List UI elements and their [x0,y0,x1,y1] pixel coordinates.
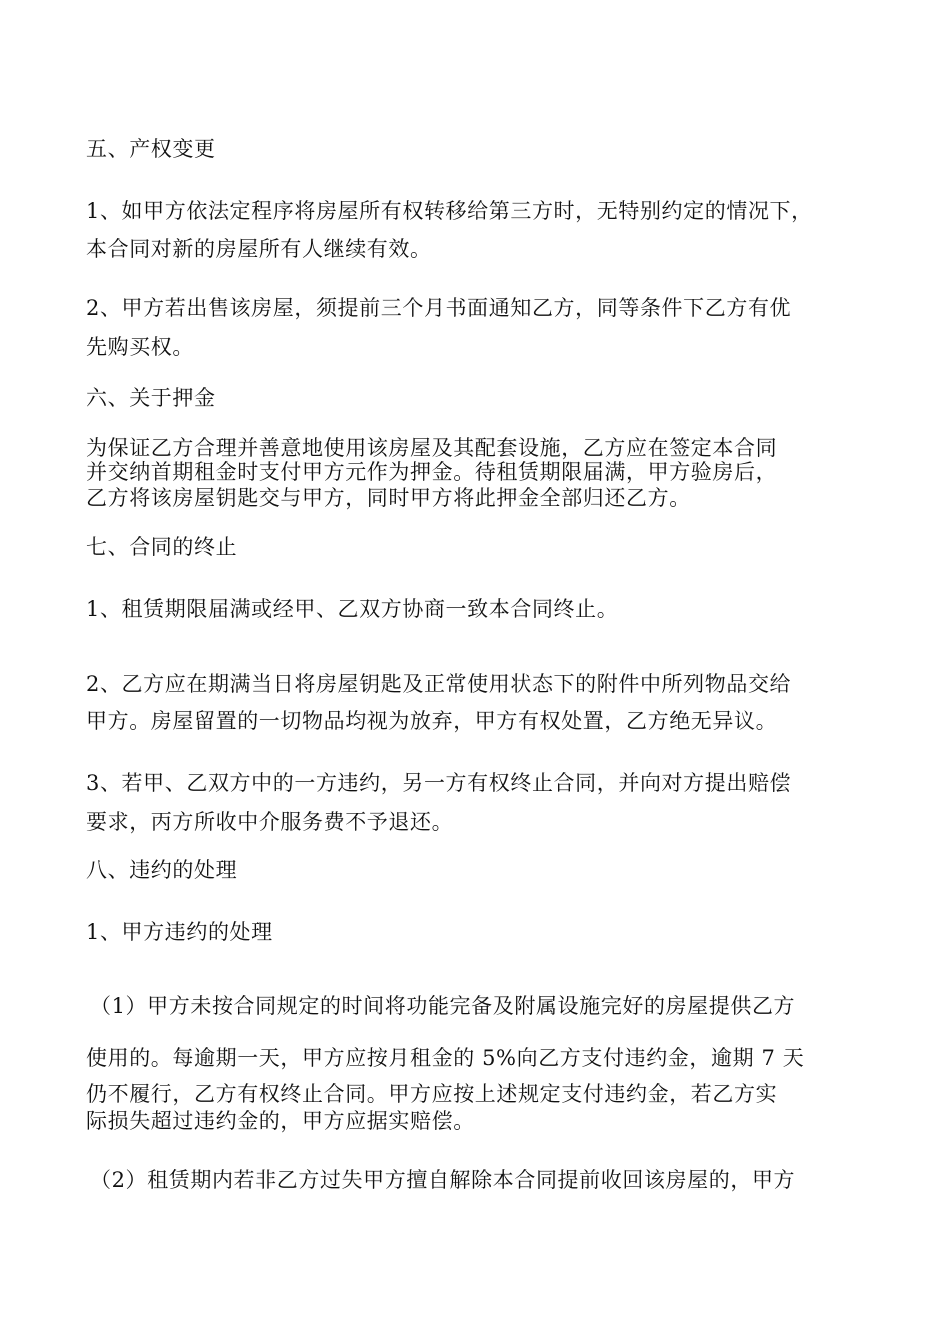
paragraph-line: 际损失超过违约金的，甲方应据实赔偿。 [86,1109,475,1133]
subheading: 1、甲方违约的处理 [86,920,273,944]
paragraph-line: 2、乙方应在期满当日将房屋钥匙及正常使用状态下的附件中所列物品交给 [86,672,792,696]
paragraph-line: 3、若甲、乙双方中的一方违约，另一方有权终止合同，并向对方提出赔偿 [86,771,792,795]
paragraph-line: 为保证乙方合理并善意地使用该房屋及其配套设施，乙方应在签定本合同 [86,436,778,460]
paragraph-line: 1、租赁期限届满或经甲、乙双方协商一致本合同终止。 [86,597,619,621]
paragraph-line: 本合同对新的房屋所有人继续有效。 [86,237,432,261]
paragraph-line: 甲方。房屋留置的一切物品均视为放弃，甲方有权处置，乙方绝无异议。 [86,709,778,733]
section-heading-7: 七、合同的终止 [86,535,238,559]
paragraph-line: 使用的。每逾期一天，甲方应按月租金的 5%向乙方支付违约金，逾期 7 天 [86,1046,805,1070]
paragraph-line: （1）甲方未按合同规定的时间将功能完备及附属设施完好的房屋提供乙方 [90,994,796,1018]
paragraph-line: 1、如甲方依法定程序将房屋所有权转移给第三方时，无特别约定的情况下， [86,199,813,223]
paragraph-line: 仍不履行，乙方有权终止合同。甲方应按上述规定支付违约金，若乙方实 [86,1082,778,1106]
paragraph-line: （2）租赁期内若非乙方过失甲方擅自解除本合同提前收回该房屋的，甲方 [90,1168,796,1192]
paragraph-line: 2、甲方若出售该房屋，须提前三个月书面通知乙方，同等条件下乙方有优 [86,296,792,320]
paragraph-line: 先购买权。 [86,335,194,359]
paragraph-line: 并交纳首期租金时支付甲方元作为押金。待租赁期限届满，甲方验房后， [86,460,778,484]
section-heading-5: 五、产权变更 [86,137,216,161]
paragraph-line: 要求，丙方所收中介服务费不予退还。 [86,810,454,834]
section-heading-6: 六、关于押金 [86,386,216,410]
section-heading-8: 八、违约的处理 [86,858,238,882]
paragraph-line: 乙方将该房屋钥匙交与甲方，同时甲方将此押金全部归还乙方。 [86,486,691,510]
